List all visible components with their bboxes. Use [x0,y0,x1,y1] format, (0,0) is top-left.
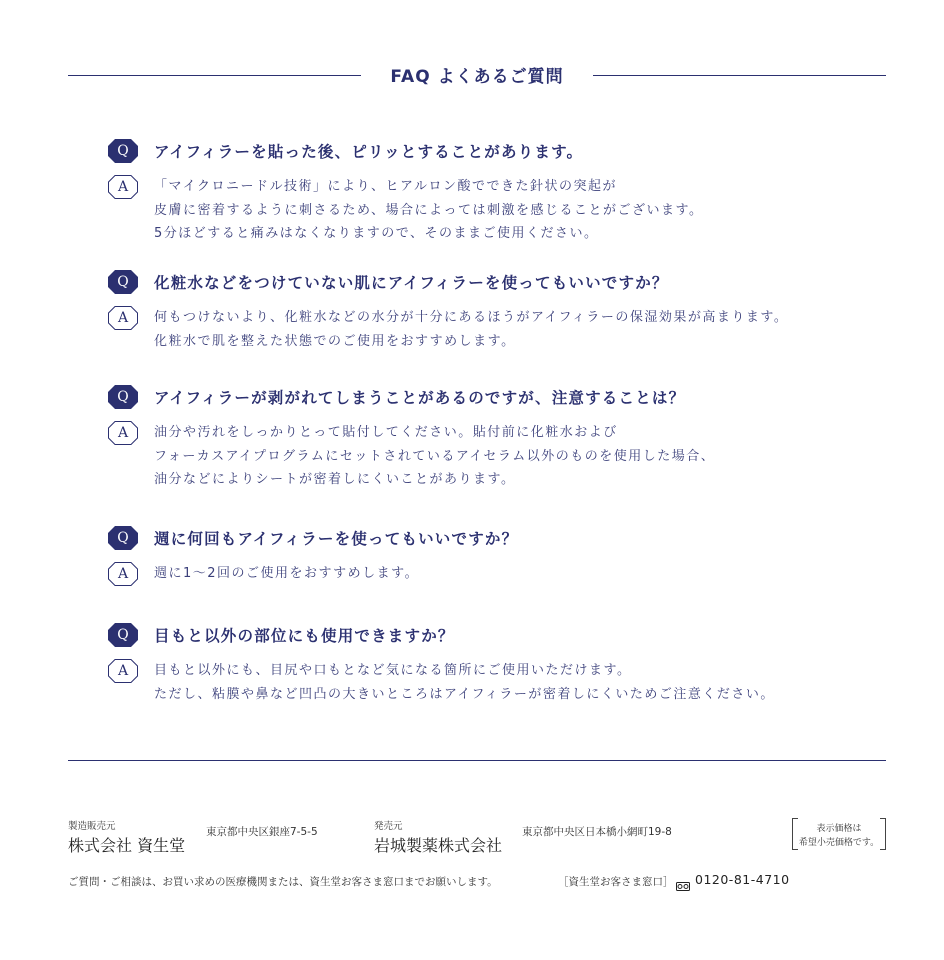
answer-text: 週に1〜2回のご使用をおすすめします。 [154,566,420,581]
answer-badge: A [108,175,138,199]
faq-item [108,139,868,246]
answer-badge: A [108,562,138,586]
price-notice: 表示価格は 希望小売価格です。 [792,818,886,850]
page-title: FAQ よくあるご質問 [390,67,564,87]
faq-header [68,62,886,90]
question-text: アイフィラーを貼った後、ピリッとすることがあります。 [154,143,584,161]
maker-address: 東京都中央区銀座7-5-5 [206,826,318,838]
question-badge: Q [108,623,138,647]
faq-item [108,526,868,586]
faq-item [108,623,868,706]
answer-badge: A [108,421,138,445]
inquiry-note: ご質問・ご相談は、お買い求めの医療機関または、資生堂お客さま窓口までお願いします。 [68,876,498,888]
question-badge: Q [108,526,138,550]
answer-badge: A [108,659,138,683]
question-text: 週に何回もアイフィラーを使ってもいいですか？ [154,530,519,548]
question-text: 目もと以外の部位にも使用できますか？ [154,627,455,645]
answer-text: 「マイクロニードル技術」により、ヒアルロン酸でできた針状の突起が 皮膚に密着するように刺さるため、場合によっては刺激を感じることがございます。 5分ほどすると痛みはなくなりますので、そのままご使用ください。 [154,179,704,241]
header-rule-right [593,75,886,76]
free-dial-icon [676,876,690,885]
seller-label: 発売元 [374,821,403,832]
answer-text: 油分や汚れをしっかりとって貼付してください。貼付前に化粧水および フォーカスアイプログラムにセットされているアイセラム以外のものを使用した場合、 油分などによりシートが密着しにくいことがあります。 [154,425,716,487]
seller-address: 東京都中央区日本橋小網町19-8 [522,826,672,838]
maker-label: 製造販売元 [68,821,116,832]
question-badge: Q [108,270,138,294]
faq-item [108,385,868,492]
question-text: 化粧水などをつけていない肌にアイフィラーを使ってもいいですか？ [154,274,669,292]
question-text: アイフィラーが剥がれてしまうことがあるのですが、注意することは？ [154,389,686,407]
answer-badge: A [108,306,138,330]
answer-text: 何もつけないより、化粧水などの水分が十分にあるほうがアイフィラーの保湿効果が高まります。 化粧水で肌を整えた状態でのご使用をおすすめします。 [154,310,789,349]
seller-name: 岩城製薬株式会社 [374,836,503,855]
maker-name: 株式会社 資生堂 [68,836,186,855]
customer-desk-label: ［資生堂お客さま窓口］ [558,876,674,888]
question-badge: Q [108,385,138,409]
question-badge: Q [108,139,138,163]
answer-text: 目もと以外にも、目尻や口もとなど気になる箇所にご使用いただけます。 ただし、粘膜や鼻など凹凸の大きいところはアイフィラーが密着しにくいためご注意ください。 [154,663,775,702]
footer-divider [68,760,886,761]
faq-item [108,270,868,353]
phone-number[interactable]: 0120-81-4710 [695,872,790,887]
